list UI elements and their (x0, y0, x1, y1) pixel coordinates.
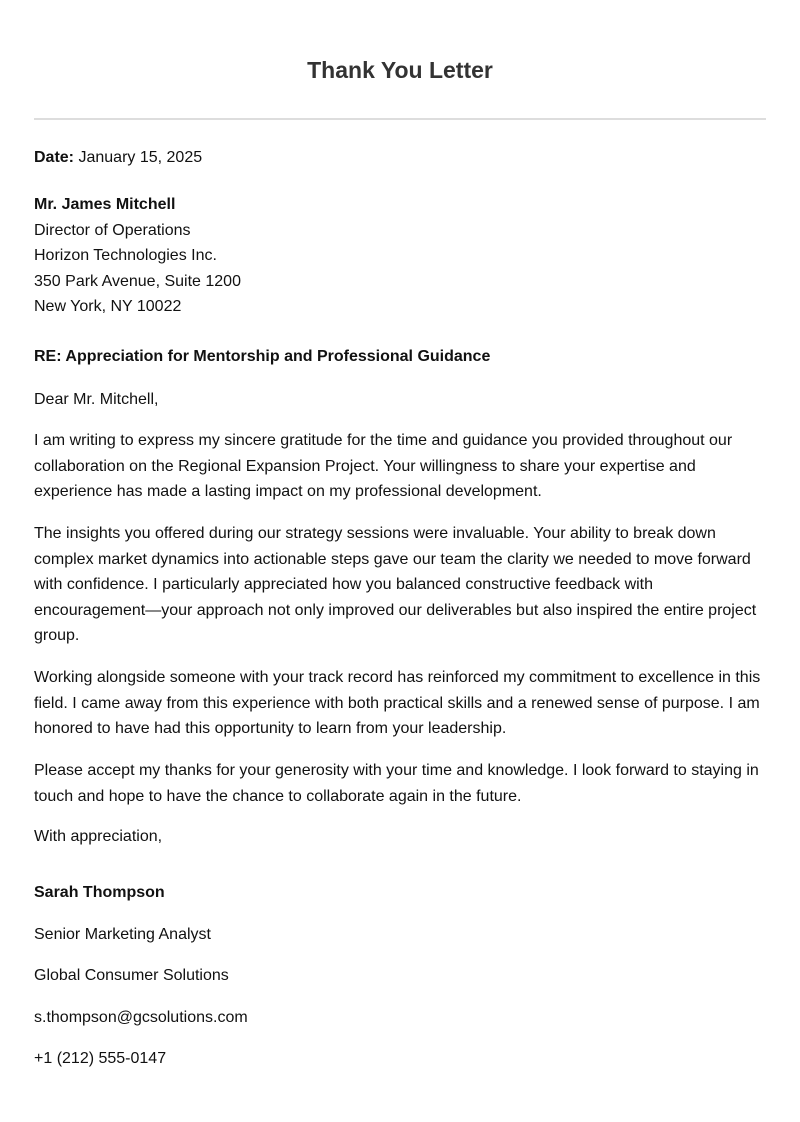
recipient-address-line1: 350 Park Avenue, Suite 1200 (34, 272, 241, 290)
date-label: Date: (34, 149, 75, 166)
page-title: Thank You Letter (307, 57, 493, 83)
recipient-company: Horizon Technologies Inc. (34, 247, 217, 264)
letter-closing: With appreciation, (34, 828, 163, 845)
letter-salutation: Dear Mr. Mitchell, (34, 391, 159, 408)
body-paragraph-3: Working alongside someone with your track record has reinforced my commitment to excellence in this field. I came away from this experience with both practical skills and a renewed sense of purpose. I am honored to have had this opportunity to learn from your leadership. (34, 669, 761, 737)
recipient-address-line2: New York, NY 10022 (34, 298, 182, 315)
date-value: January 15, 2025 (78, 149, 203, 166)
signature-name: Sarah Thompson (34, 884, 165, 901)
body-paragraph-4: Please accept my thanks for your generosity with your time and knowledge. I look forward to staying in touch and hope to have the chance to collaborate again in the future. (34, 762, 759, 805)
letter-subject: RE: Appreciation for Mentorship and Professional Guidance (34, 348, 491, 365)
recipient-name: Mr. James Mitchell (34, 196, 176, 213)
signature-title: Senior Marketing Analyst (34, 926, 211, 943)
letter-date (34, 145, 766, 171)
title-divider (34, 118, 766, 120)
recipient-title: Director of Operations (34, 221, 191, 239)
recipient-block (34, 192, 766, 320)
signature-phone: +1 (212) 555-0147 (34, 1050, 167, 1067)
body-paragraph-2: The insights you offered during our strategy sessions were invaluable. Your ability to break down complex market dynamics into actionable steps gave our team the clarity we needed to move forward with confidence. I particularly appreciated how you balanced constructive feedback with encouragement—your approach not only improved our deliverables but also inspired the entire project group. (34, 525, 757, 644)
signature-organization: Global Consumer Solutions (34, 967, 229, 984)
body-paragraph-1: I am writing to express my sincere gratitude for the time and guidance you provided throughout our collaboration on the Regional Expansion Project. Your willingness to share your expertise and experience has made a lasting impact on my professional development. (34, 432, 733, 500)
signature-email: s.thompson@gcsolutions.com (34, 1009, 248, 1026)
